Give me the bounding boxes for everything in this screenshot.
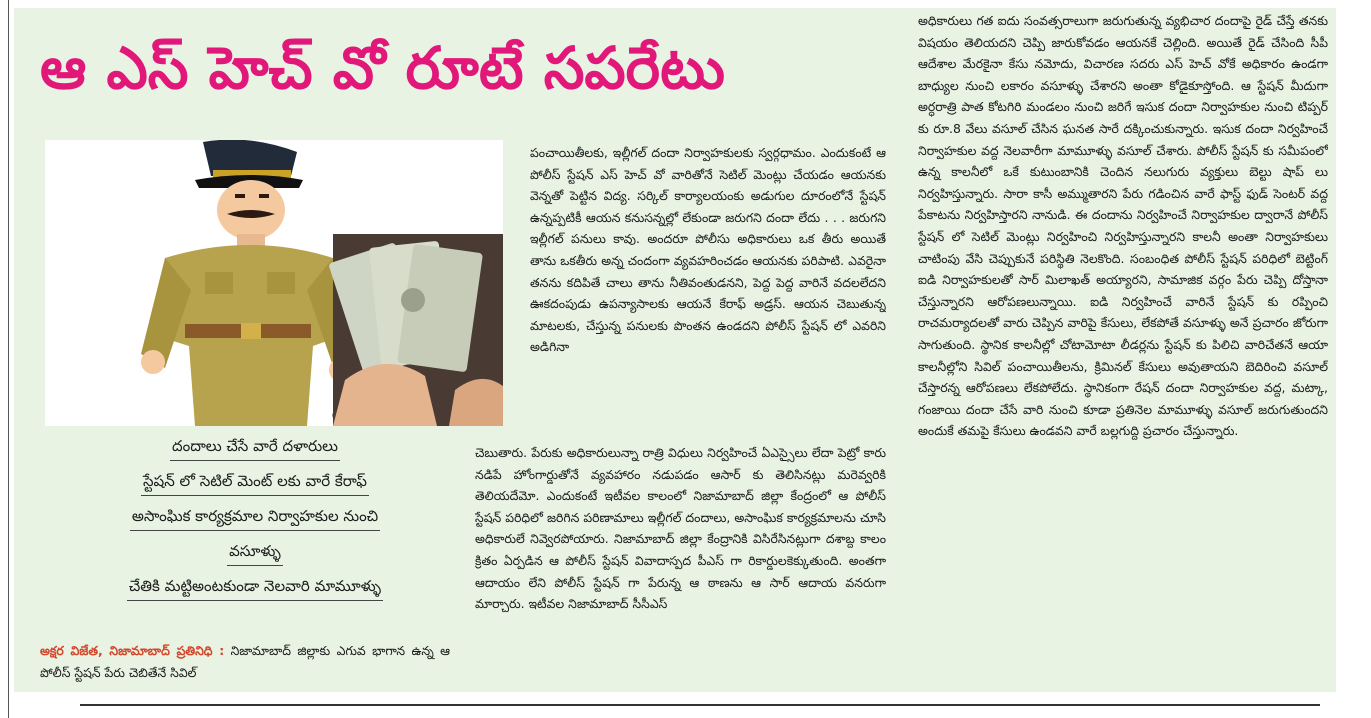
deck-line: వసూళ్ళు (40, 533, 470, 568)
article-column-middle-top (530, 142, 886, 442)
article-text: పంచాయితీలకు, ఇల్లీగల్ దందా నిర్వాహకులకు స్వర్గధామం. ఎందుకంటే ఆ పోలీస్ స్టేషన్ ఎస్ హెచ్ వో వారితోనే సెటిల్ మెంట్లు చేయడం ఆయనకు వెన్నతో పెట్టిన విద్య. సర్కిల్ కార్యాలయంకు అడుగుల దూరంలోనే స్టేషన్ ఉన్నప్పటికీ ఆయన కనుసన్నల్లో లేకుండా జరుగని దందా లేదు . . . జరుగని ఇల్లీగల్ పనులు కావు. అందరూ పోలీసు అధికారులు ఒక తీరు అయితే తాను ఒకతీరు అన్న చందంగా వ్యవహరించడం ఆయనకు పరిపాటి. ఎవరైనా తనను కదిపితే చాలు తాను నీతివంతుడనని, పెద్ద పెద్ద వారినే వదలలేదని ఊకదంపుడు ఉపన్యాసాలకు ఆయనే కేరాఫ్ అడ్రస్. ఆయన చెబుతున్న మాటలకు, చేస్తున్న పనులకు పొంతన ఉండదని పోలీస్ స్టేషన్ లో ఎవరిని అడిగినా (530, 145, 886, 355)
deck-line: స్టేషన్ లో సెటిల్ మెంట్ లకు వారే కేరాఫ్ (40, 463, 470, 498)
article-text: చెబుతారు. పేరుకు అధికారులున్నా రాత్రి విధులు నిర్వహించే ఏఎస్సైలు లేదా పెట్రో కారు నడిపే హోంగార్డుతోనే వ్యవహారం నడుపడం ఆసార్ కు తెలిసినట్లు మరెవ్వరికి తెలియదేమో. ఎందుకంటే ఇటీవల కాలంలో నిజామాబాద్ జిల్లా కేంద్రంలో ఆ పోలీస్ స్టేషన్ పరిధిలో జరిగిన పరిణామాలు ఇల్లీగల్ దందాలు, అసాంఘిక కార్యక్రమాలను చూసి అధికారులే నివ్వెరపోయారు. నిజామాబాద్ జిల్లా కేంద్రానికి విసిరేసినట్లుగా దశాబ్ద కాలం క్రితం ఏర్పడిన ఆ పోలీస్ స్టేషన్ వివాదాస్పద పీఎస్ గా రికార్డులకెక్కుతుంది. అంతగా ఆదాయం లేని పోలీస్ స్టేషన్ గా పేరున్న ఆ ఠాణను ఆ సార్ ఆదాయ వనరుగా మార్చారు. ఇటీవల నిజామాబాద్ సీసీఎస్ (475, 445, 886, 612)
article-column-middle-bottom (475, 442, 886, 692)
subheadline-decks (40, 428, 470, 603)
article-text: అధికారులు గత ఐదు సంవత్సరాలుగా జరుగుతున్న వ్యభిచార దందాపై రైడ్ చేస్తే తనకు విషయం తెలియదని చెప్పి జారుకోవడం ఆయనకే చెల్లింది. అయితే రైడ్ చేసింది సీపీ ఆదేశాల మేరకైనా కేసు నమోదు, విచారణ సదరు ఎస్ హెచ్ వోకే అధికారం ఉండగా బాధ్యుల నుంచి లకారం వసూళ్ళు చేశారని అంతా కోడైకూస్తోంది. ఆ స్టేషన్ మీదుగా అర్ధరాత్రి పాత కోటగిరి మండలం నుంచి జరిగే ఇసుక దందా నిర్వాహకుల నుంచి టిప్పర్ కు రూ.8 వేలు వసూల్ చేసిన ఘనత సారే దక్కించుకున్నారు. ఇసుక దందా నిర్వహించే నిర్వాహకుల వద్ద నెలవారీగా మామూళ్ళు వసూల్ చేశారు. పోలీస్ స్టేషన్ కు సమీపంలో ఉన్న కాలనీలో ఒకే కుటుంబానికి చెందిన నలుగురు వ్యక్తులు బెల్టు షాప్ లు నిర్వహిస్తున్నారు. సారా కాసీ అమ్ముతారని పేరు గడించిన వారే ఫాస్ట్ ఫుడ్ సెంటర్ వద్ద పేకాటను నిర్వహిస్తారని నానుడి. ఈ దందాను నిర్వహించే నిర్వాహకుల ద్వారానే పోలీస్ స్టేషన్ లో సెటిల్ మెంట్లు నిర్వహించి నిర్వహిస్తున్నారని కాలనీ అంతా నిర్వాహకులు చాటింపు వేసి చెప్పుకునే పరిస్థితి నెలకొంది. సంబంధిత పోలీస్ స్టేషన్ పరిధిలో బెట్టింగ్ ఐడి నిర్వాహకులతో సార్ మిలాఖత్ అయ్యారని, సామాజిక వర్గం పేరు చెప్పి దోస్తానా చేస్తున్నారని ఆరోపణలున్నాయి. ఐడి నిర్వహించే వారినే స్టేషన్ కు రప్పించి రాచమర్యాదలతో వారు చెప్పిన వారిపై కేసులు, లేకపోతే వసూళ్ళు అనే ప్రచారం జోరుగా సాగుతుంది. స్థానిక కాలనీల్లో చోటామోటా లీడర్లను స్టేషన్ కు పిలిచి వారిచేతనే ఆయా కాలనీల్లోని సివిల్ పంచాయితీలను, క్రిమినల్ కేసులు అవుతాయని బెదిరించి వసూల్ చేస్తారన్న ఆరోపణలు లేకపోలేదు. స్థానికంగా రేషన్ దందా నిర్వాహకుల వద్ద, మట్కా, గంజాయి దందా చేసే వారి నుంచి కూడా ప్రతినెల మామూళ్ళు వసూల్ జరుగుతుందని అందుకే తమపై కేసులు ఉండవని వారే బల్లగుద్ది ప్రచారం చేస్తున్నారు. (918, 13, 1328, 439)
article-illustration (45, 140, 503, 426)
article-text: నిజామాబాద్ జిల్లాకు ఎగువ భాగాన ఉన్న ఆ పోలీస్ స్టేషన్ పేరు చెబితేనే సివిల్ (40, 643, 450, 680)
deck-line: చేతికి మట్టిఅంటకుండా నెలవారి మామూళ్ళు (40, 568, 470, 603)
byline: అక్షర విజేత, నిజామాబాద్ ప్రతినిధి : (40, 643, 225, 658)
headline: ఆ ఎస్ హెచ్ వో రూటే సపరేటు (40, 34, 725, 102)
article-column-right (918, 10, 1328, 692)
deck-line: దందాలు చేసే వారే దళారులు (40, 428, 470, 463)
page-border-line (8, 0, 9, 718)
cash-handover-photo (328, 234, 503, 426)
bottom-divider (80, 704, 1320, 706)
article-column-left (40, 640, 450, 692)
deck-line: అసాంఘిక కార్యక్రమాల నిర్వాహకుల నుంచి (40, 498, 470, 533)
